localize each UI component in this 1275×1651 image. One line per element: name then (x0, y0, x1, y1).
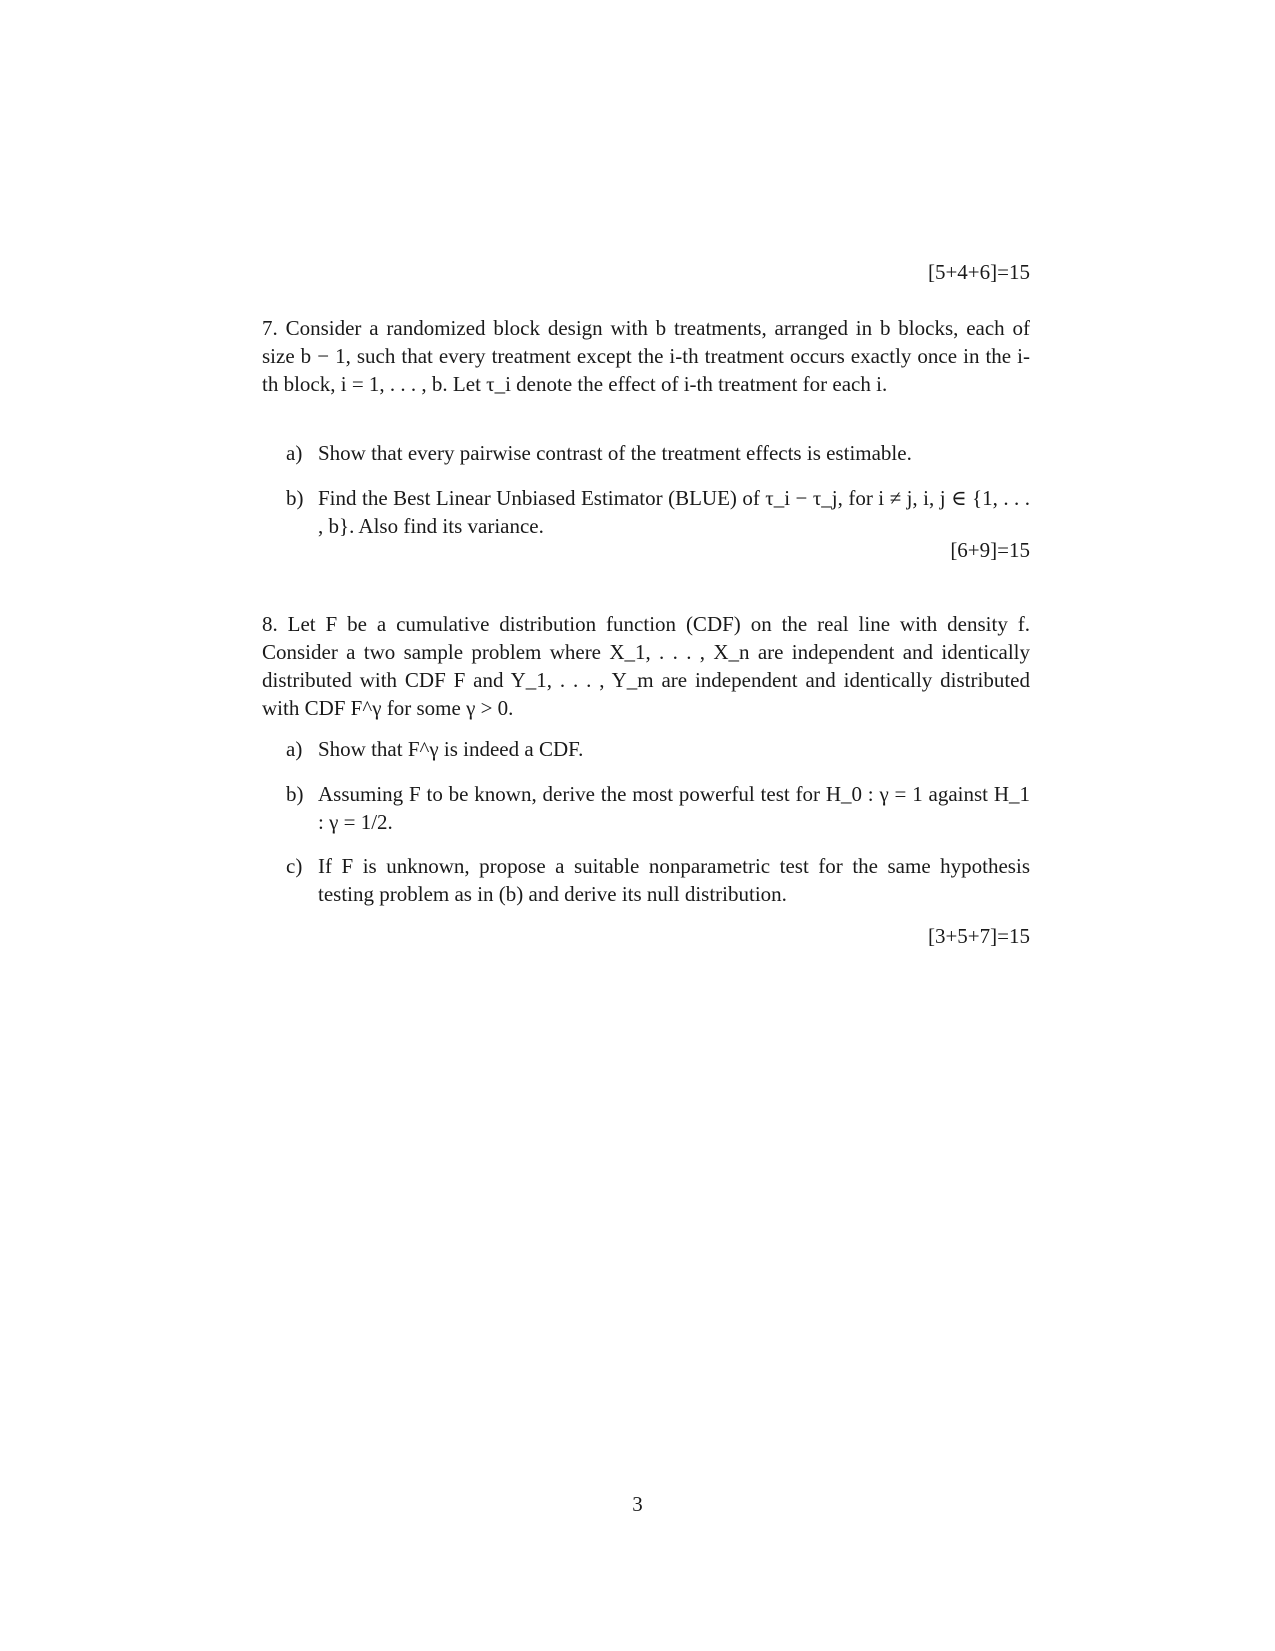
part-text: Show that F^γ is indeed a CDF. (318, 737, 584, 761)
question-8-part-a (286, 735, 1030, 763)
question-8-parts-c (286, 852, 1030, 908)
question-8-intro: 8. Let F be a cumulative distribution function (CDF) on the real line with density f. Consider a two sample problem where X_1, . . . , X_n are independent and identically distributed with CDF F and Y_1, . . . , Y_m are independent and identically distributed with CDF F^γ for some γ > 0. (262, 612, 1030, 720)
marks-question-7: [6+9]=15 (950, 538, 1030, 562)
marks-question-8: [3+5+7]=15 (927, 924, 1030, 948)
question-7-intro: 7. Consider a randomized block design with b treatments, arranged in b blocks, each of size b − 1, such that every treatment except the i-th treatment occurs exactly once in the i-th block, i = 1, . . . , b. Let τ_i denote the effect of i-th treatment for each i. (262, 316, 1030, 396)
question-7 (262, 314, 1030, 398)
part-label: a) (286, 441, 303, 465)
part-label: b) (286, 486, 304, 510)
question-7-parts-b (286, 484, 1030, 540)
part-label: c) (286, 854, 303, 878)
question-8-parts-a (286, 735, 1030, 763)
part-text: If F is unknown, propose a suitable nonparametric test for the same hypothesis testing problem as in (b) and derive its null distribution. (318, 854, 1030, 906)
question-8 (262, 610, 1030, 722)
question-8-part-c (286, 852, 1030, 908)
part-label: a) (286, 737, 303, 761)
part-text: Assuming F to be known, derive the most powerful test for H_0 : γ = 1 against H_1 : γ = 1/2. (318, 782, 1030, 834)
page-number: 3 (632, 1492, 643, 1516)
marks-previous-question: [5+4+6]=15 (927, 260, 1030, 284)
part-text: Find the Best Linear Unbiased Estimator (BLUE) of τ_i − τ_j, for i ≠ j, i, j ∈ {1, . . . , b}. Also find its variance. (318, 486, 1030, 538)
question-8-part-b (286, 780, 1030, 836)
question-8-parts-b (286, 780, 1030, 836)
question-7-parts (286, 439, 1030, 467)
part-label: b) (286, 782, 304, 806)
question-7-part-b (286, 484, 1030, 540)
question-7-part-a (286, 439, 1030, 467)
part-text: Show that every pairwise contrast of the treatment effects is estimable. (318, 441, 912, 465)
